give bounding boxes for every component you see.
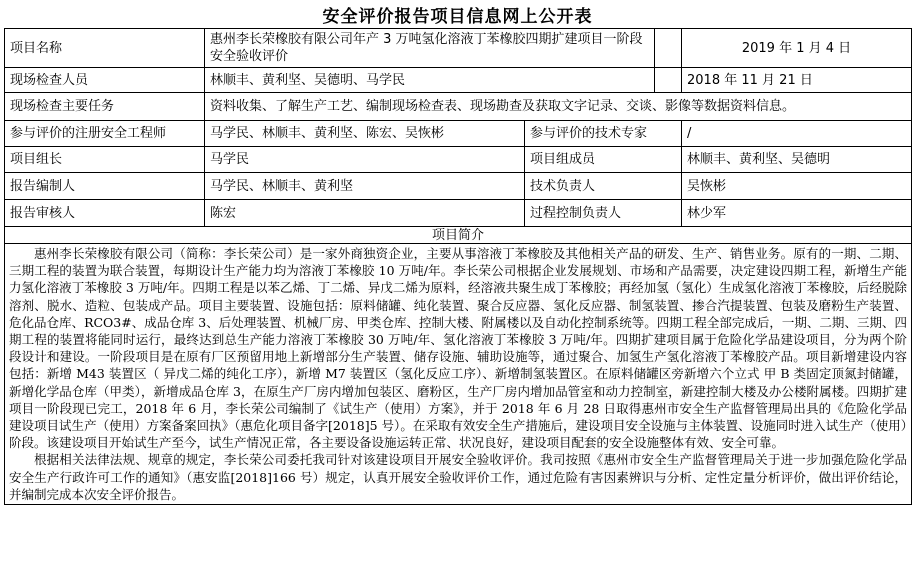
project-name-label: 项目名称 (5, 29, 205, 68)
tech-lead-label: 技术负责人 (525, 173, 682, 200)
submit-time-value: 2019 年 1 月 4 日 (682, 29, 912, 68)
row-reviewer (5, 200, 912, 227)
engineers-value: 马学民、林顺丰、黄利坚、陈宏、吴恢彬 (205, 121, 525, 147)
project-name-value: 惠州李长荣橡胶有限公司年产 3 万吨氢化溶液丁苯橡胶四期扩建项目一阶段安全验收评价 (205, 29, 655, 68)
intro-heading: 项目简介 (5, 227, 912, 244)
intro-paragraph-1: 惠州李长荣橡胶有限公司（简称：李长荣公司）是一家外商独资企业，主要从事溶液丁苯橡胶及其他相关产品的研发、生产、销售业务。原有的一期、二期、三期工程的装置为联合装置，每期设计生产能力均为溶液丁苯橡胶 10 万吨/年。李长荣公司根据企业发展规划、市场和产品需要，决定建设四期工程，新增生产能力氢化溶液丁苯橡胶 3 万吨/年。四期工程是以苯乙烯、丁二烯、异戊二烯为原料，经溶液共聚生成丁苯橡胶；再经加氢（氢化）生成氢化溶液丁苯橡胶，后经脱除溶剂、脱水、造粒、包装成产品。项目主要装置、设施包括：原料储罐、纯化装置、聚合反应器、氢化反应器、制氢装置、掺合汽提装置、包装及磨粉生产装置、危化品仓库、RCO3#、成品仓库 3、后处理装置、机械厂房、甲类仓库、控制大楼、附属楼以及自动化控制系统等。四期工程全部完成后，一期、二期、三期、四期工程的装置将能同时运行，最终达到总生产能力溶液丁苯橡胶 30 万吨/年、氢化溶液丁苯橡胶 3 万吨/年。四期扩建项目属于危险化学品建设项目，分为两个阶段设计和建设。一阶段项目是在原有厂区预留用地上新增部分生产装置、储存设施、辅助设施等，通过聚合、加氢生产氢化溶液丁苯橡胶产品。项目新增建设内容包括：新增 M43 装置区（ 异戊二烯的纯化工序），新增 M7 装置区（氢化反应工序）、新增制氢装置区。在原料储罐区旁新增六个立式 甲 B 类固定顶氮封储罐，新增化学品仓库（甲类），新增成品仓库 3，在原生产厂房内增加包装区、磨粉区，生产厂房内增加品管室和动力控制室，新建控制大楼及办公楼附属楼。四期扩建项目一阶段现已完工，2018 年 6 月，李长荣公司编制了《试生产（使用）方案》，并于 2018 年 6 月 28 日取得惠州市安全生产监督管理局出具的《危险化学品建设项目试生产（使用）方案备案回执》（惠危化项目备字[2018]5 号）。在采取有效安全生产措施后，建设项目安全设施与主体装置、设施同时进入试生产（使用）阶段。该建设项目开始试生产至今，试生产情况正常，各主要设备设施运转正常、状况良好，建设项目配套的安全设施整体有效、安全可靠。 (9, 246, 908, 451)
process-control-label: 过程控制负责人 (525, 200, 682, 227)
inspectors-value: 林顺丰、黄利坚、吴德明、马学民 (205, 68, 655, 93)
inspect-time-value: 2018 年 11 月 21 日 (682, 68, 912, 93)
experts-label: 参与评价的技术专家 (525, 121, 682, 147)
submit-time-label (655, 29, 682, 68)
row-leader (5, 147, 912, 173)
engineers-label: 参与评价的注册安全工程师 (5, 121, 205, 147)
reviewer-label: 报告审核人 (5, 200, 205, 227)
process-control-value: 林少军 (682, 200, 912, 227)
leader-label: 项目组长 (5, 147, 205, 173)
members-value: 林顺丰、黄利坚、吴德明 (682, 147, 912, 173)
inspect-time-label (655, 68, 682, 93)
intro-body (5, 244, 912, 505)
info-table (4, 28, 912, 505)
page-title: 安全评价报告项目信息网上公开表 (322, 7, 593, 27)
reviewer-value: 陈宏 (205, 200, 525, 227)
main-tasks-value: 资料收集、了解生产工艺、编制现场检查表、现场勘查及获取文字记录、交谈、影像等数据资料信息。 (205, 93, 912, 121)
compilers-value: 马学民、林顺丰、黄利坚 (205, 173, 525, 200)
row-project-name (5, 29, 912, 68)
row-intro-heading (5, 227, 912, 244)
tech-lead-value: 吴恢彬 (682, 173, 912, 200)
inspectors-label: 现场检查人员 (5, 68, 205, 93)
leader-value: 马学民 (205, 147, 525, 173)
experts-value: / (682, 121, 912, 147)
row-main-tasks (5, 93, 912, 121)
main-tasks-label: 现场检查主要任务 (5, 93, 205, 121)
row-inspectors (5, 68, 912, 93)
row-compilers (5, 173, 912, 200)
row-intro-body (5, 244, 912, 505)
intro-paragraph-2: 根据相关法律法规、规章的规定，李长荣公司委托我司针对该建设项目开展安全验收评价。我司按照《惠州市安全生产监督管理局关于进一步加强危险化学品安全生产行政许可工作的通知》（惠安监[2018]166 号）规定，认真开展安全验收评价工作，通过危险有害因素辨识与分析、定性定量分析评价，做出评价结论，并编制完成本次安全评价报告。 (9, 452, 908, 502)
row-engineers (5, 121, 912, 147)
compilers-label: 报告编制人 (5, 173, 205, 200)
members-label: 项目组成员 (525, 147, 682, 173)
